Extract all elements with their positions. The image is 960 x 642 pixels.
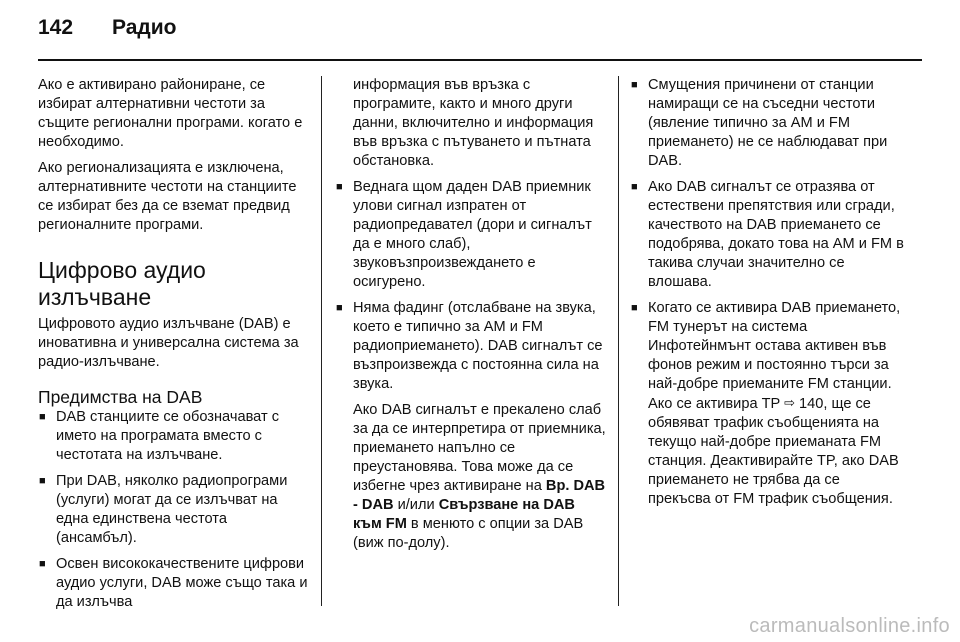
page-header <box>38 16 176 48</box>
bullet-list <box>630 76 906 509</box>
page-reference-arrow-icon: ⇨ <box>784 395 795 410</box>
section-heading: Цифрово аудио излъчване <box>38 257 206 310</box>
bullet-list <box>335 178 607 553</box>
header-rule <box>38 59 922 61</box>
list-item-text: Няма фадинг (отслабване на звука, което е типично за AM и FM радиоприемането). DAB сигналът се възпроизвежда с постоянна сила на звука. <box>353 300 603 392</box>
list-item <box>335 299 607 553</box>
list-item: ■ Ако DAB сигналът се отразява от естествени препятствия или сгради, качеството на DAB приемането се подобрява, докато това на AM и FM в такива случаи значително се влошава. <box>630 178 906 292</box>
list-item: ■ Смущения причинени от станции намиращи се на съседни честоти (явление типично за AM и FM приемането) не се наблюдават при DAB. <box>630 76 906 171</box>
menu-option-bold: Свързване на DAB към FM <box>353 497 575 532</box>
text: , ще се обявяват трафик съобщенията на текущо най-добре приеманата FM станция. Деактивирайте TP, ако DAB приемането не трябва да се прекъсва от FM трафик съобщения. <box>648 396 899 507</box>
text: в менюто с опции за DAB (виж по-долу). <box>353 516 584 551</box>
column-1 <box>38 76 310 619</box>
bullet-list <box>38 408 310 612</box>
list-item: ■ Веднага щом даден DAB приемник улови сигнал изпратен от радиопредавател (дори и сигналът да е много слаб), звуковъзпроизвеждането е осигурено. <box>335 178 607 292</box>
watermark: carmanualsonline.info <box>749 615 950 637</box>
text: Ако DAB сигналът е прекалено слаб за да се интерпретира от приемника, приемането напълно се преустановява. Това може да се избегне чрез активиране на <box>353 402 606 494</box>
list-item: ■ DAB станциите се обозначават с името на програмата вместо с честотата на излъчване. <box>38 408 310 465</box>
column-3 <box>630 76 906 516</box>
list-item-paragraph <box>353 401 607 553</box>
list-item-continuation: информация във връзка с програмите, както и много други данни, включително и информация във връзка с пътуването и пътната обстановка. <box>353 77 594 169</box>
column-divider <box>618 76 619 606</box>
subsection-heading: Предимства на DAB <box>38 387 203 407</box>
page-title: Радио <box>112 16 177 39</box>
list-item <box>630 299 906 509</box>
page-reference[interactable]: 140 <box>794 396 824 412</box>
column-divider <box>321 76 322 606</box>
text: Когато се активира DAB приемането, FM тунерът на система Инфотейнмънт остава активен във фонов режим и постоянно търси за най-добре приеманите FM станции. Ако се активира TP <box>648 300 901 412</box>
paragraph: Ако регионализацията е изключена, алтернативните честоти на станциите се избират без да се вземат предвид регионалните програми. <box>38 160 297 233</box>
text: и/или <box>393 497 439 513</box>
list-item: ■ При DAB, няколко радиопрограми (услуги) могат да се излъчват на една единствена честота (ансамбъл). <box>38 472 310 548</box>
list-item: ■ Освен висококачествените цифрови аудио услуги, DAB може също така и да излъчва <box>38 555 310 612</box>
page-number: 142 <box>38 16 74 39</box>
menu-option-bold: Вр. DAB - DAB <box>353 478 606 513</box>
paragraph: Ако е активирано райониране, се избират алтернативни честоти за същите регионални програми. когато е необходимо. <box>38 77 303 150</box>
paragraph: Цифровото аудио излъчване (DAB) е иновативна и универсална система за радио-излъчване. <box>38 316 299 370</box>
column-2 <box>335 76 607 560</box>
